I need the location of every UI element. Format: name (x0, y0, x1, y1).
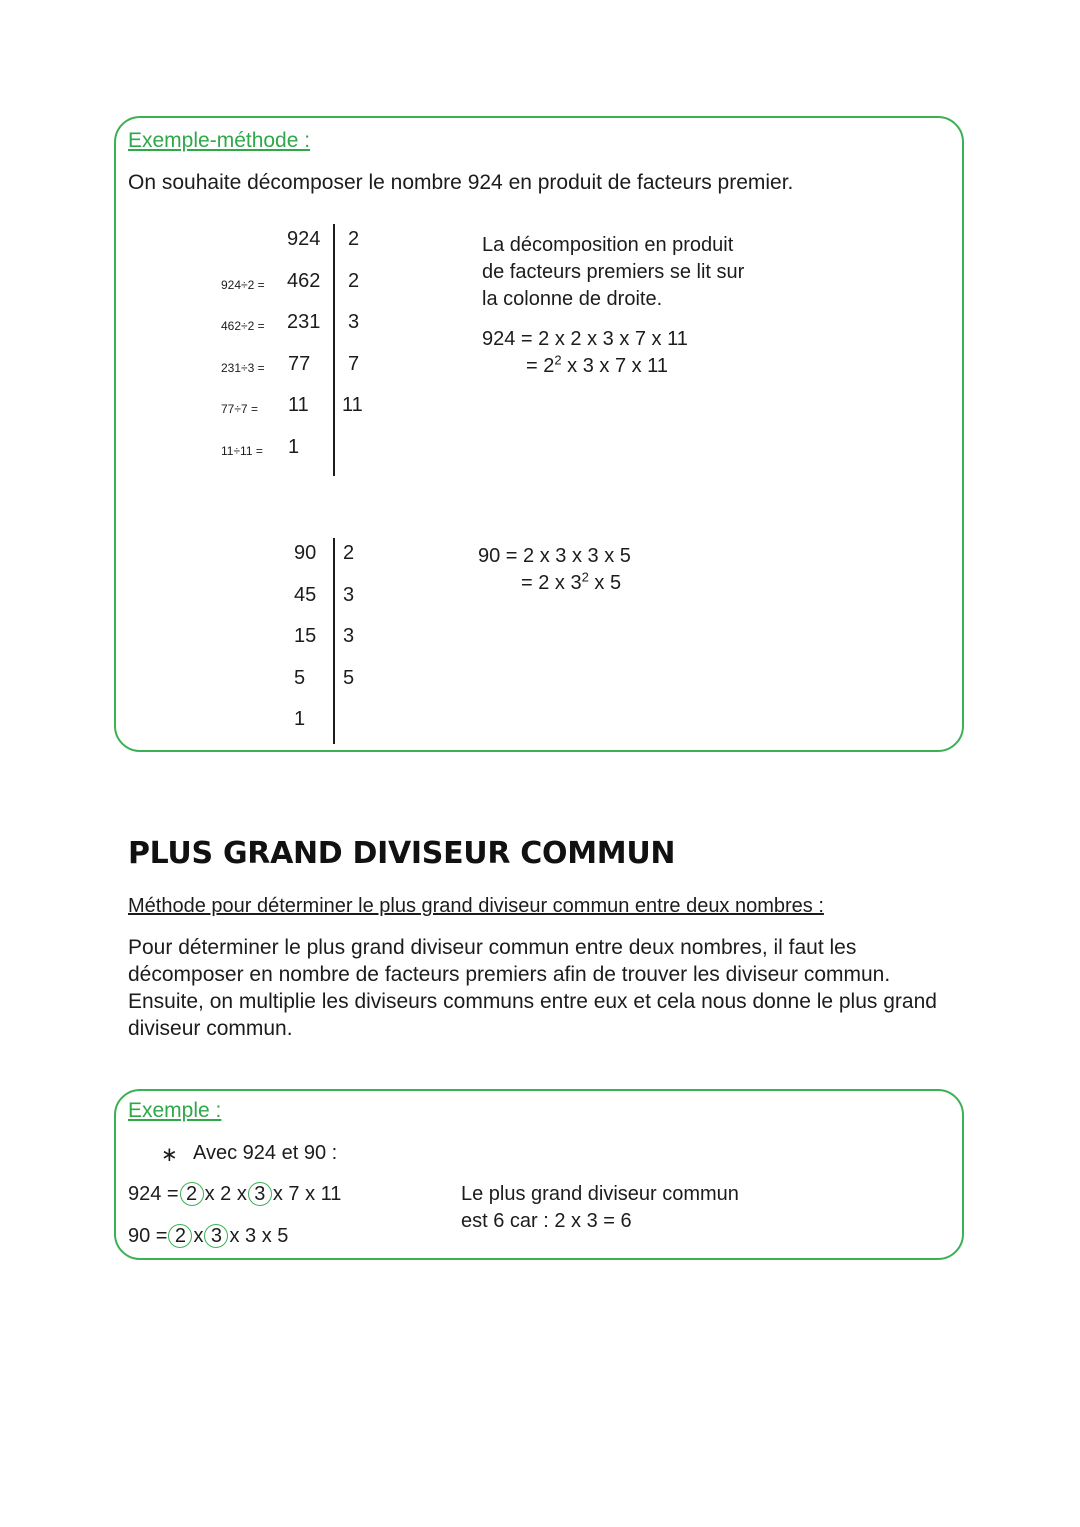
conclusion-text (461, 1181, 739, 1235)
line-end: x 3 x 5 (229, 1225, 289, 1247)
divisor-value: 3 (348, 311, 360, 333)
result-924-line1: 924 = 2 x 2 x 3 x 7 x 11 (482, 328, 688, 350)
quotient-value: 231 (287, 311, 321, 333)
bullet-icon: ∗ (161, 1144, 178, 1166)
line-mid: x 2 x (204, 1183, 247, 1205)
bullet-text: Avec 924 et 90 : (193, 1142, 338, 1164)
result-90-line2: = 2 x $3^2$ x 5 (521, 569, 622, 594)
division-label: 231÷3 = (221, 360, 265, 375)
divisor-value: 2 (348, 269, 360, 292)
quotient-value: 462 (287, 269, 321, 292)
example-method-intro: On souhaite décomposer le nombre 924 en produit de facteurs premier. (128, 171, 794, 194)
circled-factor: 2 (180, 1182, 204, 1206)
quotient-value: 15 (294, 625, 317, 647)
example-method-heading: Exemple-méthode : (128, 129, 311, 152)
method-heading: Méthode pour déterminer le plus grand diviseur commun entre deux nombres : (128, 895, 824, 917)
example-line-90 (128, 1224, 288, 1248)
explanation-line: de facteurs premiers se lit sur (482, 261, 745, 283)
division-label: 77÷7 = (221, 402, 258, 416)
table-divider (333, 224, 335, 476)
circled-factor: 3 (248, 1182, 272, 1206)
table-divider (333, 538, 335, 744)
division-label: 462÷2 = (221, 319, 265, 333)
explanation-line: La décomposition en produit (482, 234, 734, 256)
quotient-value: 1 (294, 708, 306, 730)
circled-factor: 3 (204, 1224, 228, 1248)
quotient-value: 924 (287, 228, 321, 250)
conclusion-line: est 6 car : 2 x 3 = 6 (461, 1210, 632, 1232)
division-label: 11÷11 = (221, 443, 263, 458)
result-924-line2: = $2^2$ x 3 x 7 x 11 (526, 352, 668, 377)
result-90-line1: 90 = 2 x 3 x 3 x 5 (478, 545, 631, 567)
division-label: 924÷2 = (221, 277, 265, 292)
explanation-line: la colonne de droite. (482, 288, 663, 310)
example-heading: Exemple : (128, 1099, 222, 1122)
line-start: 924 = (128, 1183, 179, 1205)
divisor-value: 2 (343, 542, 355, 564)
divisor-value: 7 (348, 352, 360, 375)
divisor-value: 11 (342, 394, 363, 416)
section-title: PLUS GRAND DIVISEUR COMMUN (128, 836, 676, 871)
quotient-value: 77 (288, 352, 311, 375)
conclusion-line: Le plus grand diviseur commun (461, 1183, 739, 1205)
example-method-box (114, 116, 964, 752)
quotient-value: 1 (288, 435, 300, 458)
circled-factor: 2 (168, 1224, 192, 1248)
divisor-value: 2 (348, 228, 360, 250)
quotient-value: 11 (288, 394, 309, 416)
explanation-text (482, 232, 744, 313)
quotient-value: 45 (294, 583, 317, 606)
line-mid: x (193, 1225, 204, 1247)
method-paragraph: Pour déterminer le plus grand diviseur commun entre deux nombres, il faut les décomposer en nombre de facteurs premiers afin de trouver les diviseur commun. Ensuite, on multiplie les diviseurs communs entre eux et cela nous donne le plus grand diviseur commun. (128, 936, 937, 1040)
divisor-value: 3 (343, 625, 355, 647)
quotient-value: 5 (294, 666, 306, 689)
divisor-value: 5 (343, 666, 355, 689)
line-start: 90 = (128, 1225, 168, 1247)
quotient-value: 90 (294, 542, 317, 564)
example-line-924 (128, 1182, 341, 1206)
divisor-value: 3 (343, 583, 355, 606)
line-end: x 7 x 11 (272, 1183, 342, 1205)
